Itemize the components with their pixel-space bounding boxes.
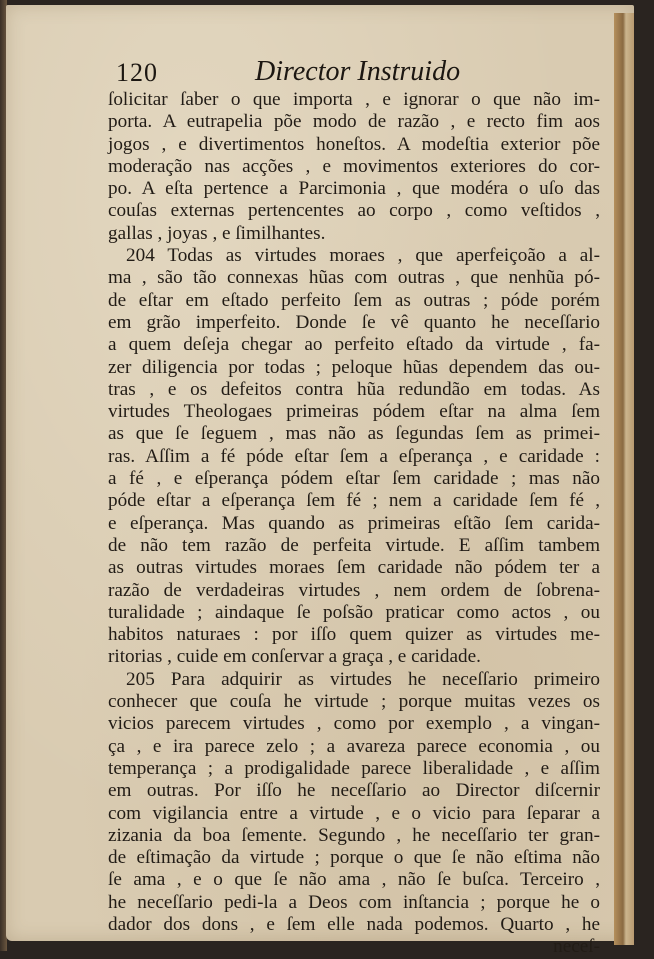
text-line: em grão imperfeito. Donde ſe vê quanto he neceſſario [108, 311, 600, 333]
text-line: gallas , joyas , e ſimilhantes. [108, 222, 326, 244]
text-line: habitos naturaes : por iſſo quem quizer as virtudes me- [108, 624, 600, 646]
body-text [108, 89, 600, 959]
text-line: zer diligencia por todas ; peloque hũas dependem das ou- [108, 356, 600, 378]
text-line: dador dos dons , e ſem elle nada podemos. Quarto , he [108, 913, 600, 935]
text-line: ma , são tão connexas hũas com outras , que nenhũa pó- [108, 267, 600, 289]
catchword: neceſ- [553, 936, 600, 958]
text-line: a fé , e eſperança pódem eſtar ſem caridade ; mas não [108, 468, 600, 490]
text-line: vicios parecem virtudes , como por exemplo , a vingan- [108, 713, 600, 735]
text-line: jogos , e divertimentos honeſtos. A modeſtia exterior põe [108, 133, 600, 155]
text-line: po. A eſta pertence a Parcimonia , que modéra o uſo das [108, 178, 600, 200]
text-line: moderação nas acções , e movimentos exteriores do cor- [108, 155, 600, 177]
text-line: de eſtimação da virtude ; porque o que ſe não eſtima não [108, 847, 600, 869]
page-number: 120 [116, 58, 158, 87]
text-line: conhecer que couſa he virtude ; porque muitas vezes os [108, 691, 600, 713]
text-line: couſas externas pertencentes ao corpo , como veſtidos , [108, 200, 600, 222]
text-line: em outras. Por iſſo he neceſſario ao Director diſcernir [108, 780, 600, 802]
text-line: a quem deſeja chegar ao perfeito eſtado da virtude , fa- [108, 334, 600, 356]
text-line: e eſperança. Mas quando as primeiras eſtão ſem carida- [108, 512, 600, 534]
text-line: turalidade ; aindaque ſe poſsão praticar como actos , ou [108, 601, 600, 623]
paragraph-start-204: 204 Todas as virtudes moraes , que aperfeiçoão a al- [126, 245, 600, 267]
page-stack-edge [614, 13, 634, 945]
text-line: com vigilancia entre a virtude , e o vicio para ſeparar a [108, 802, 600, 824]
running-title: Director Instruido [255, 56, 461, 87]
text-line: porta. A eutrapelia põe modo de razão , e recto fim aos [108, 111, 600, 133]
text-line: ça , e ira parece zelo ; a avareza parece economia , ou [108, 735, 600, 757]
text-line: as outras virtudes moraes ſem caridade não pódem ter a [108, 557, 600, 579]
text-line: tras , e os defeitos contra hũa redundão em todas. As [108, 378, 600, 400]
text-line: as que ſe ſeguem , mas não as ſegundas ſem as primei- [108, 423, 600, 445]
text-line: temperança ; a prodigalidade parece liberalidade , e aſſim [108, 757, 600, 779]
text-line: de não tem razão de perfeita virtude. E aſſim tambem [108, 534, 600, 556]
text-line: ras. Aſſim a fé póde eſtar ſem a eſperança , e caridade : [108, 445, 600, 467]
paragraph-start-205: 205 Para adquirir as virtudes he neceſſario primeiro [126, 668, 600, 690]
text-line: ſe ama , e o que ſe não ama , não ſe buſca. Terceiro , [108, 869, 600, 891]
text-line: ſolicitar ſaber o que importa , e ignorar o que não im- [108, 89, 600, 110]
text-line: ritorias , cuide em conſervar a graça , e caridade. [108, 646, 481, 668]
text-line: virtudes Theologaes primeiras pódem eſtar na alma ſem [108, 401, 600, 423]
text-line: zizania da boa ſemente. Segundo , he neceſſario ter gran- [108, 824, 600, 846]
text-line: de eſtar em eſtado perfeito ſem as outras ; póde porém [108, 289, 600, 311]
text-line: póde eſtar a eſperança ſem fé ; nem a caridade ſem fé , [108, 490, 600, 512]
text-line: he neceſſario pedi-la a Deos com inſtancia ; porque he o [108, 891, 600, 913]
text-line: razão de verdadeiras virtudes , nem ordem de ſobrena- [108, 579, 600, 601]
